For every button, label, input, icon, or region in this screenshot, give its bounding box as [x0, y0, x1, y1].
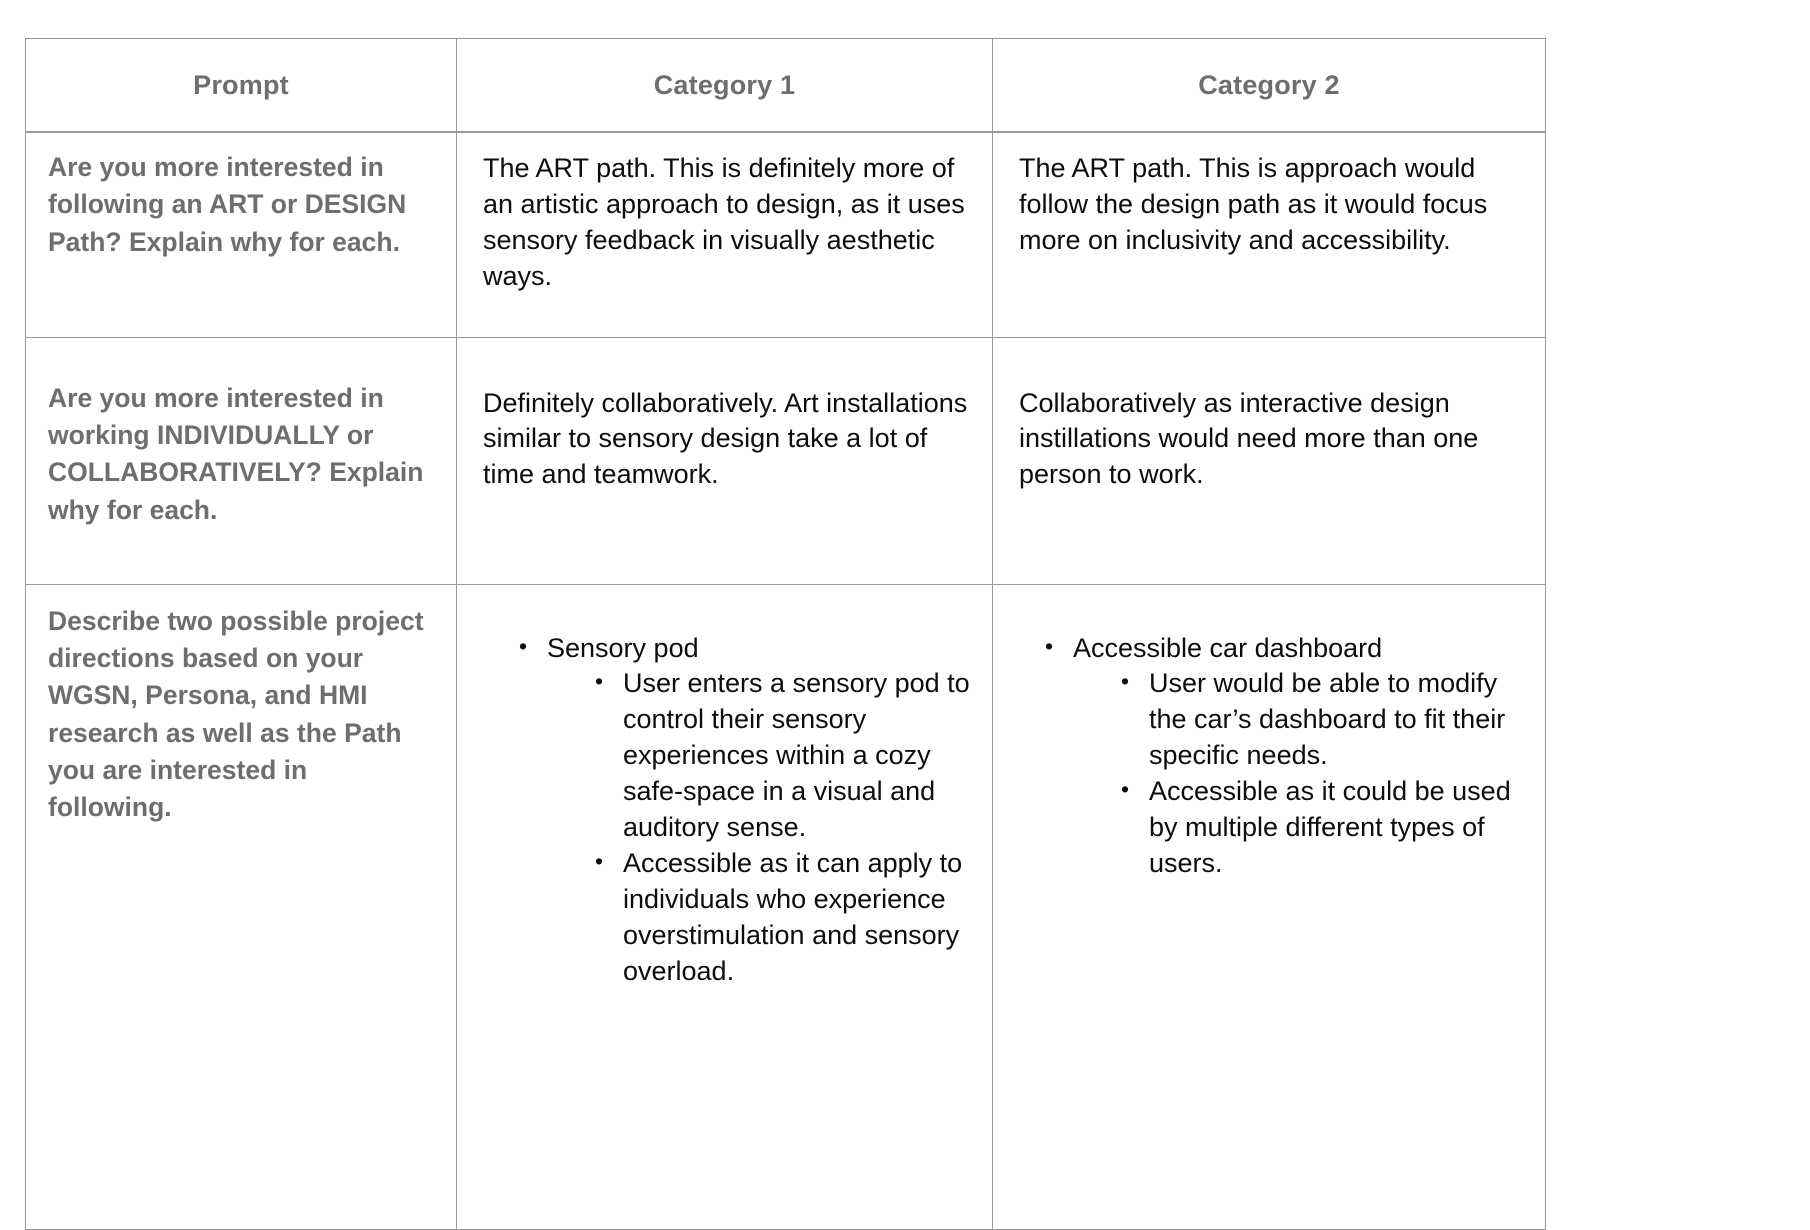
sub-bullet-text: Accessible as it can apply to individuals who experience overstimulation and sensory overload.: [623, 847, 963, 986]
column-header-prompt: Prompt: [26, 39, 457, 133]
category-1-cell: [457, 584, 993, 1229]
category-2-answer-text: Collaboratively as interactive design instillations would need more than one person to work.: [1019, 387, 1479, 490]
comparison-table: [25, 38, 1546, 1230]
sub-bullet-text: Accessible as it could be used by multiple different types of users.: [1149, 776, 1511, 878]
bullet-text: • Accessible car dashboard: [1073, 632, 1383, 663]
table-row: [26, 132, 1546, 337]
prompt-text: Are you more interested in working INDIVIDUALLY or COLLABORATIVELY? Explain why for each.: [48, 382, 424, 525]
list-item: [1119, 666, 1523, 774]
bullet-text: • Sensory pod: [547, 632, 699, 663]
list-item: [1119, 774, 1523, 882]
prompt-cell: [26, 132, 457, 337]
category-2-sub-bullet-list: [1073, 666, 1523, 881]
table-body: [26, 132, 1546, 1229]
list-item: [517, 631, 970, 990]
category-2-cell: [993, 337, 1546, 584]
prompt-cell: [26, 337, 457, 584]
category-2-cell: [993, 584, 1546, 1229]
sub-bullet-text: User would be able to modify the car’s dashboard to fit their specific needs.: [1149, 668, 1506, 771]
list-item: [593, 666, 970, 846]
category-1-cell: [457, 337, 993, 584]
table-row: [26, 584, 1546, 1229]
category-2-bullet-list: [1019, 631, 1523, 882]
category-2-cell: [993, 132, 1546, 337]
category-1-cell: [457, 132, 993, 337]
column-header-category-2: Category 2: [993, 39, 1546, 133]
comparison-table-container: [25, 38, 1545, 1230]
category-2-answer-text: The ART path. This is approach would follow the design path as it would focus more on inclusivity and accessibility.: [1019, 153, 1488, 255]
category-1-sub-bullet-list: [547, 666, 970, 989]
prompt-text: Describe two possible project directions based on your WGSN, Persona, and HMI research as well as the Path you are interested in following.: [48, 605, 424, 823]
category-1-answer-text: Definitely collaboratively. Art installations similar to sensory design take a lot of time and teamwork.: [483, 387, 968, 490]
sub-bullet-text: User enters a sensory pod to control their sensory experiences within a cozy safe-space in a visual and auditory sense.: [623, 668, 970, 843]
table-header-row: [26, 39, 1546, 133]
category-1-bullet-list: [483, 631, 970, 990]
list-item: [1043, 631, 1523, 882]
prompt-cell: [26, 584, 457, 1229]
prompt-text: Are you more interested in following an ART or DESIGN Path? Explain why for each.: [48, 152, 407, 257]
category-1-answer-text: The ART path. This is definitely more of an artistic approach to design, as it uses sensory feedback in visually aesthetic ways.: [483, 153, 965, 291]
list-item: [593, 846, 970, 990]
column-header-category-1: Category 1: [457, 39, 993, 133]
table-row: [26, 337, 1546, 584]
table-header: [26, 39, 1546, 133]
